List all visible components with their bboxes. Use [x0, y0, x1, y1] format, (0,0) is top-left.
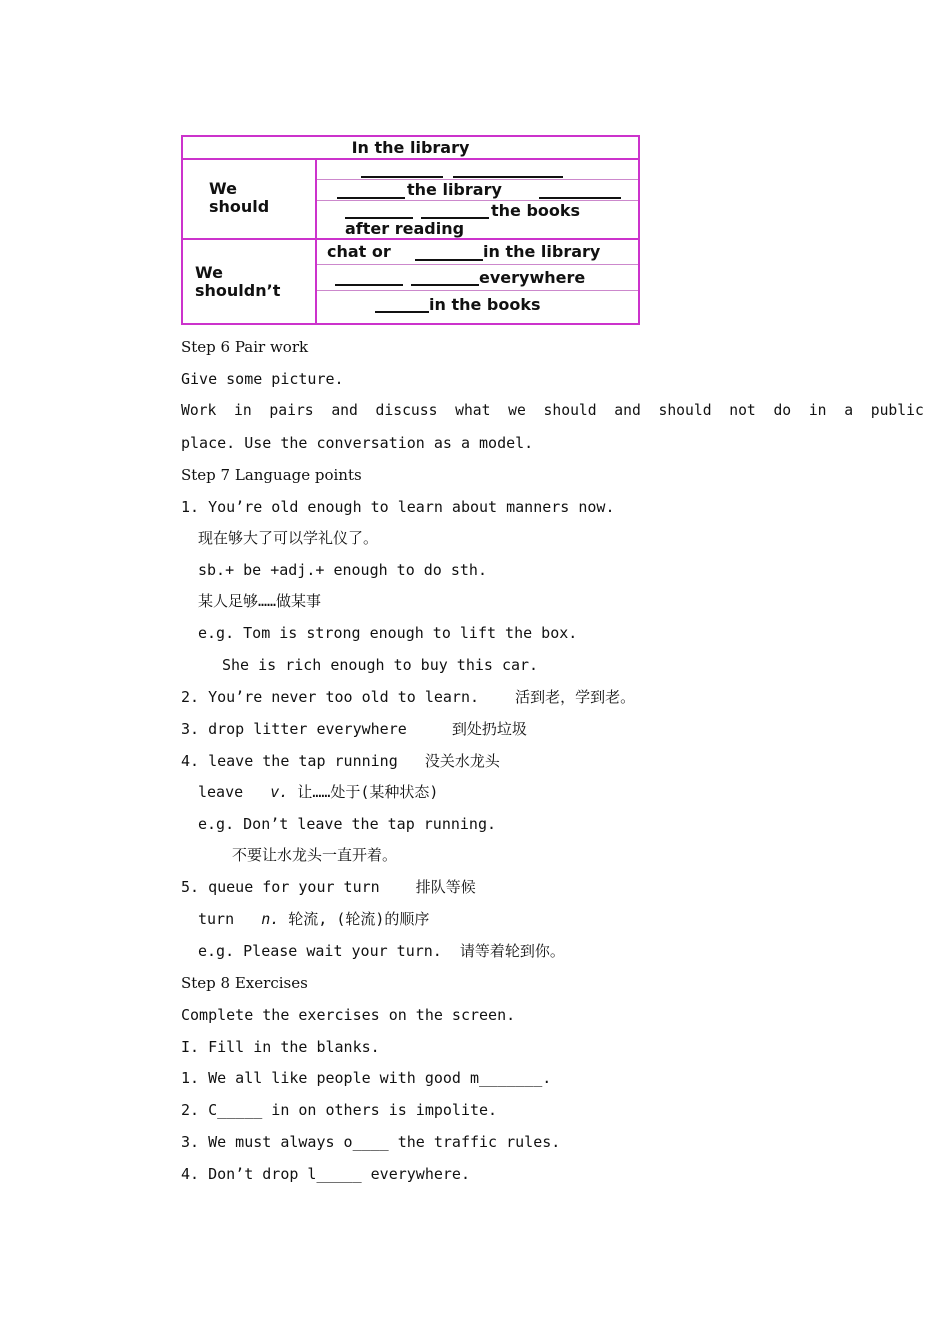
should-row-1	[317, 158, 638, 180]
exercise-item: 2. C_____ in on others is impolite.	[181, 1101, 498, 1119]
language-point-3: 3. drop litter everywhere 到处扔垃圾	[181, 720, 527, 738]
language-point-5: 5. queue for your turn 排队等候	[181, 878, 476, 896]
table-title: In the library	[183, 137, 638, 160]
language-point-4: 4. leave the tap running 没关水龙头	[181, 752, 500, 770]
definition-line: leave v. 让……处于(某种状态)	[198, 783, 439, 801]
language-point-1: 1. You’re old enough to learn about manners now.	[181, 498, 615, 516]
translation-line: 现在够大了可以学礼仪了。	[198, 529, 379, 547]
library-rules-table	[181, 135, 640, 325]
translation-line: 不要让水龙头一直开着。	[232, 846, 398, 864]
example-line: e.g. Please wait your turn. 请等着轮到你。	[198, 942, 565, 960]
shouldnt-row-3: in the books	[317, 291, 638, 325]
translation-line: 某人足够……做某事	[198, 592, 322, 610]
we-shouldnt-label: We shouldn’t	[183, 240, 317, 325]
example-line: e.g. Tom is strong enough to lift the box.	[198, 624, 578, 642]
step-7-heading: Step 7 Language points	[181, 466, 362, 484]
shouldnt-row-2: everywhere	[317, 265, 638, 291]
text-line: Complete the exercises on the screen.	[181, 1006, 516, 1024]
text-line: place. Use the conversation as a model.	[181, 434, 534, 452]
shouldnt-row-1: chat or in the library	[317, 240, 638, 265]
language-point-2: 2. You’re never too old to learn. 活到老，学到老。	[181, 688, 636, 706]
exercise-item: 3. We must always o____ the traffic rules.	[181, 1133, 561, 1151]
text-line: Give some picture.	[181, 370, 344, 388]
we-should-label: We should	[183, 158, 317, 240]
example-line: She is rich enough to buy this car.	[222, 656, 539, 674]
step-6-heading: Step 6 Pair work	[181, 338, 309, 356]
structure-line: sb.+ be +adj.+ enough to do sth.	[198, 561, 487, 579]
exercise-item: 4. Don’t drop l_____ everywhere.	[181, 1165, 470, 1183]
definition-line: turn n. 轮流, (轮流)的顺序	[198, 910, 430, 928]
step-8-heading: Step 8 Exercises	[181, 974, 308, 992]
exercise-item: 1. We all like people with good m_______.	[181, 1069, 552, 1087]
example-line: e.g. Don’t leave the tap running.	[198, 815, 497, 833]
should-row-3: the books after reading	[317, 201, 638, 240]
should-row-2: the library	[317, 180, 638, 201]
text-line: Work in pairs and discuss what we should and should not do in a public	[181, 402, 924, 419]
exercise-heading: I. Fill in the blanks.	[181, 1038, 380, 1056]
